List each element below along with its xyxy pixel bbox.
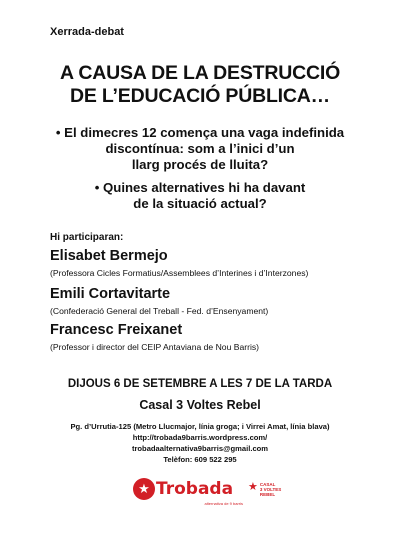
event-venue: Casal 3 Voltes Rebel [139, 398, 261, 412]
bullet-icon: • [55, 125, 61, 140]
logo-wordmark: Trobada [156, 479, 234, 499]
participant-name: Emili Cortavitarte [50, 286, 171, 302]
casal-logo [248, 482, 281, 497]
kicker-label: Xerrada-debat [50, 26, 124, 38]
logo-tagline: alternativa de 9 barris [204, 501, 243, 506]
website-link[interactable]: http://trobada9barris.wordpress.com/ [132, 433, 268, 442]
title-line-1: A CAUSA DE LA DESTRUCCIÓ [59, 62, 341, 84]
question-1-line-2: discontínua: som a l’inici d’un [105, 141, 295, 156]
event-date: DIJOUS 6 DE SETEMBRE A LES 7 DE LA TARDA [67, 378, 333, 390]
participant-role: (Professora Cicles Formatius/Assemblees d’Interines i d’Interzones) [50, 268, 309, 278]
title-line-2: DE L’EDUCACIÓ PÚBLICA… [70, 85, 330, 107]
participant-name: Elisabet Bermejo [50, 248, 168, 264]
contact-block [0, 421, 400, 465]
question-2-line-1: • Quines alternatives hi ha davant [94, 180, 306, 195]
casal-logo-text: CASAL 3 VOLTES REBEL [259, 482, 282, 497]
star-icon: ★ [248, 481, 258, 493]
question-2-line-2: de la situació actual? [133, 196, 267, 211]
question-1 [30, 125, 370, 173]
star-icon: ★ [133, 478, 155, 500]
bullet-icon: • [94, 180, 100, 195]
participant-role: (Confederació General del Treball - Fed. d’Ensenyament) [50, 306, 269, 316]
question-1-line-1: • El dimecres 12 comença una vaga indefinida [55, 125, 345, 140]
phone-text: Telèfon: 609 522 295 [163, 455, 237, 464]
participants-header: Hi participaran: [50, 232, 124, 243]
question-1-line-3: llarg procés de lluita? [131, 157, 269, 172]
question-2 [30, 180, 370, 212]
email-link[interactable]: trobadaalternativa9barris@gmail.com [131, 444, 269, 453]
participant-name: Francesc Freixanet [50, 322, 183, 338]
poster-title [0, 62, 400, 108]
trobada-logo [133, 474, 243, 506]
address-text: Pg. d’Urrutia-125 (Metro Llucmajor, línia groga; i Virrei Amat, línia blava) [70, 422, 330, 431]
participant-role: (Professor i director del CEIP Antaviana de Nou Barris) [50, 342, 260, 352]
